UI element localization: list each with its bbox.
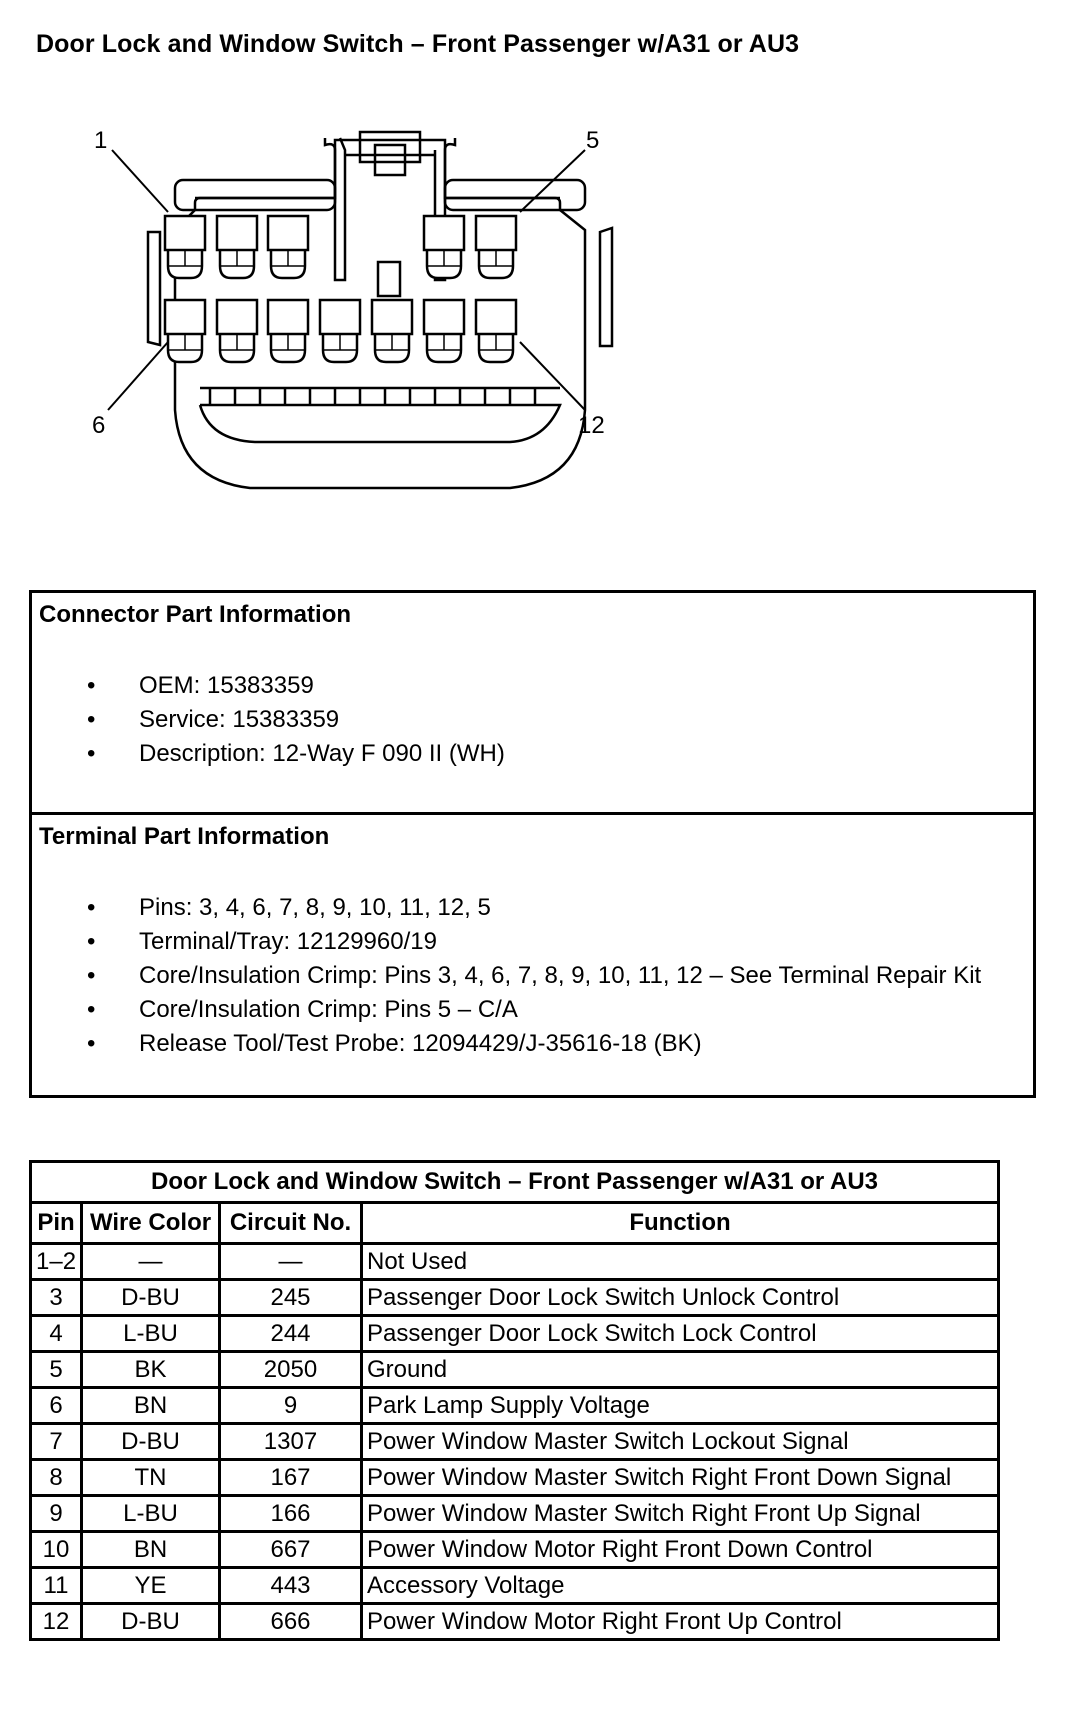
latch-window <box>375 145 405 175</box>
terminal-pins: • Pins: 3, 4, 6, 7, 8, 9, 10, 11, 12, 5 <box>32 891 981 925</box>
pin-cell: 7 <box>31 1424 82 1460</box>
function-cell: Accessory Voltage <box>362 1568 999 1604</box>
table-row <box>31 1532 999 1568</box>
cavity-bottom-6 <box>424 300 464 362</box>
callout-6-leader <box>108 342 168 410</box>
terminal-crimp-2: • Core/Insulation Crimp: Pins 5 – C/A <box>32 993 981 1027</box>
connector-heading: Connector Part Information <box>39 601 352 628</box>
table-row <box>31 1352 999 1388</box>
header-pin: Pin <box>31 1203 82 1244</box>
function-cell: Power Window Master Switch Right Front Up Signal <box>362 1496 999 1532</box>
pin-cell: 4 <box>31 1316 82 1352</box>
table-row <box>31 1388 999 1424</box>
pin-cell: 8 <box>31 1460 82 1496</box>
table-row <box>31 1316 999 1352</box>
bottom-rail <box>200 388 560 442</box>
table-row <box>31 1460 999 1496</box>
circuit-cell: — <box>220 1244 362 1280</box>
table-caption: Door Lock and Window Switch – Front Passenger w/A31 or AU3 <box>31 1162 999 1203</box>
circuit-cell: 167 <box>220 1460 362 1496</box>
pin-cell: 9 <box>31 1496 82 1532</box>
circuit-cell: 666 <box>220 1604 362 1640</box>
callout-1-leader <box>112 150 168 212</box>
pin-cell: 6 <box>31 1388 82 1424</box>
function-cell: Power Window Motor Right Front Up Control <box>362 1604 999 1640</box>
function-cell: Passenger Door Lock Switch Unlock Control <box>362 1280 999 1316</box>
callout-12-leader <box>520 342 585 410</box>
wire-color-cell: D-BU <box>82 1280 220 1316</box>
wire-color-cell: L-BU <box>82 1496 220 1532</box>
key-slot <box>378 262 400 296</box>
cavity-bottom-4 <box>320 300 360 362</box>
flange-left <box>148 232 160 345</box>
terminal-crimp-1: • Core/Insulation Crimp: Pins 3, 4, 6, 7, 8, 9, 10, 11, 12 – See Terminal Repair Kit <box>32 959 981 993</box>
pinout-table <box>29 1160 1000 1641</box>
wire-color-cell: D-BU <box>82 1604 220 1640</box>
cavity-bottom-7 <box>476 300 516 362</box>
wire-color-cell: L-BU <box>82 1316 220 1352</box>
header-wire-color: Wire Color <box>82 1203 220 1244</box>
function-cell: Power Window Motor Right Front Down Control <box>362 1532 999 1568</box>
wire-color-cell: TN <box>82 1460 220 1496</box>
flange-right <box>600 228 612 346</box>
wire-color-cell: BN <box>82 1532 220 1568</box>
terminal-part-info <box>32 815 1033 1095</box>
cavity-top-2 <box>217 216 257 278</box>
terminal-list <box>32 891 981 1061</box>
callout-12: 12 <box>578 412 605 439</box>
wire-color-cell: YE <box>82 1568 220 1604</box>
latch-tab <box>360 132 420 162</box>
page-title: Door Lock and Window Switch – Front Passenger w/A31 or AU3 <box>36 30 800 58</box>
function-cell: Power Window Master Switch Lockout Signal <box>362 1424 999 1460</box>
circuit-cell: 245 <box>220 1280 362 1316</box>
connector-service: • Service: 15383359 <box>32 703 505 737</box>
pin-cell: 5 <box>31 1352 82 1388</box>
callout-5: 5 <box>586 127 600 154</box>
circuit-cell: 9 <box>220 1388 362 1424</box>
connector-oem: • OEM: 15383359 <box>32 669 505 703</box>
cavity-top-4 <box>424 216 464 278</box>
table-row <box>31 1568 999 1604</box>
circuit-cell: 166 <box>220 1496 362 1532</box>
wire-color-cell: BN <box>82 1388 220 1424</box>
top-slot-right <box>445 180 585 210</box>
wire-color-cell: — <box>82 1244 220 1280</box>
connector-description: • Description: 12-Way F 090 II (WH) <box>32 737 505 771</box>
pin-cell: 12 <box>31 1604 82 1640</box>
terminal-tray: • Terminal/Tray: 12129960/19 <box>32 925 981 959</box>
cavity-bottom-5 <box>372 300 412 362</box>
cavity-bottom-2 <box>217 300 257 362</box>
header-circuit-no: Circuit No. <box>220 1203 362 1244</box>
cavity-top-1 <box>165 216 205 278</box>
callout-1: 1 <box>94 127 108 154</box>
cavity-bottom-1 <box>165 300 205 362</box>
callout-6: 6 <box>92 412 106 439</box>
terminal-release-tool: • Release Tool/Test Probe: 12094429/J-35616-18 (BK) <box>32 1027 981 1061</box>
connector-part-info <box>32 593 1033 815</box>
header-function: Function <box>362 1203 999 1244</box>
table-row <box>31 1244 999 1280</box>
top-slot-left <box>175 180 335 210</box>
cavity-top-5 <box>476 216 516 278</box>
table-row <box>31 1604 999 1640</box>
function-cell: Ground <box>362 1352 999 1388</box>
connector-list <box>32 669 505 771</box>
connector-diagram <box>90 120 690 500</box>
table-row <box>31 1424 999 1460</box>
wire-color-cell: BK <box>82 1352 220 1388</box>
function-cell: Power Window Master Switch Right Front Down Signal <box>362 1460 999 1496</box>
function-cell: Passenger Door Lock Switch Lock Control <box>362 1316 999 1352</box>
table-row <box>31 1280 999 1316</box>
pin-cell: 10 <box>31 1532 82 1568</box>
function-cell: Not Used <box>362 1244 999 1280</box>
circuit-cell: 1307 <box>220 1424 362 1460</box>
part-info-box <box>29 590 1036 1098</box>
circuit-cell: 2050 <box>220 1352 362 1388</box>
circuit-cell: 443 <box>220 1568 362 1604</box>
wire-color-cell: D-BU <box>82 1424 220 1460</box>
pin-cell: 3 <box>31 1280 82 1316</box>
pin-cell: 11 <box>31 1568 82 1604</box>
table-row <box>31 1496 999 1532</box>
pin-cell: 1–2 <box>31 1244 82 1280</box>
circuit-cell: 667 <box>220 1532 362 1568</box>
function-cell: Park Lamp Supply Voltage <box>362 1388 999 1424</box>
cavity-top-3 <box>268 216 308 278</box>
circuit-cell: 244 <box>220 1316 362 1352</box>
terminal-heading: Terminal Part Information <box>39 823 330 850</box>
cavity-bottom-3 <box>268 300 308 362</box>
